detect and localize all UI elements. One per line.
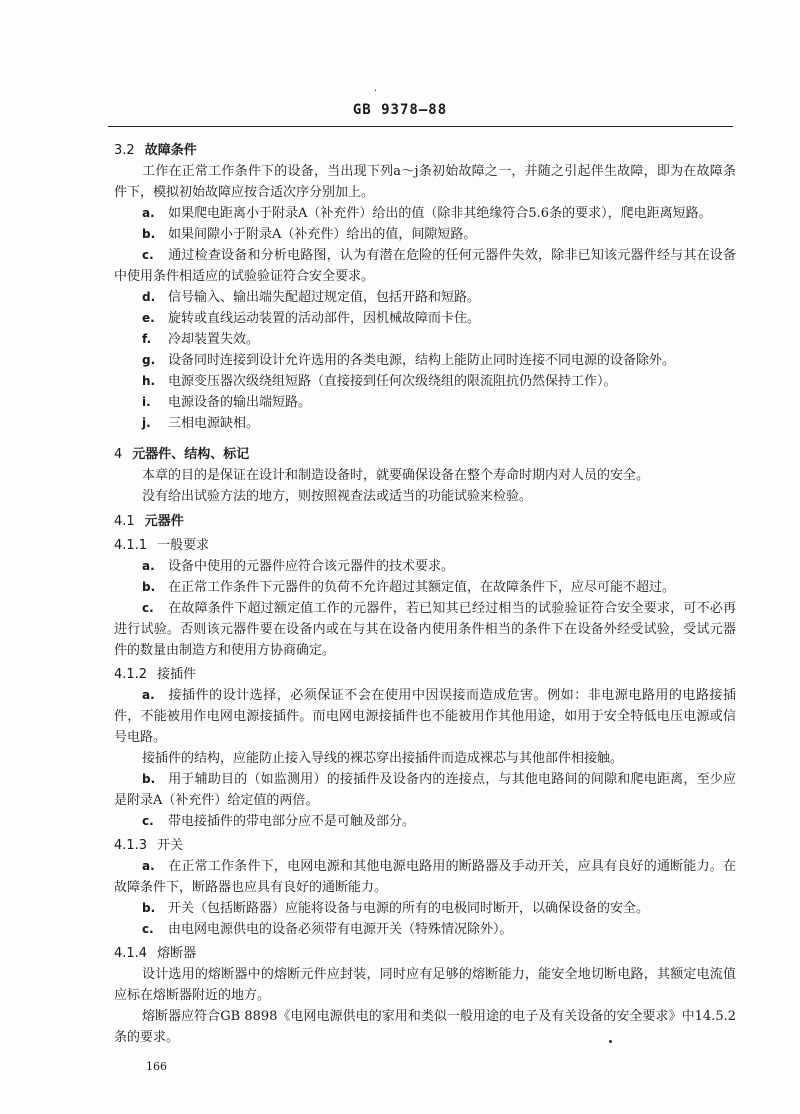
item-text: 冷却装置失效。 [168,332,260,347]
item-text: 在正常工作条件下元器件的负荷不允许超过其额定值，在故障条件下，应尽可能不超过。 [168,580,676,595]
subsection-heading-4-1-1 [114,535,736,556]
list-item [114,685,736,748]
list-item [114,856,736,898]
header-rule [108,126,733,127]
standard-code: GB 9378—88 [352,102,448,118]
list-item [114,287,736,308]
section-title: 开关 [157,838,184,853]
item-label: b. [142,580,156,594]
list-item [114,577,736,598]
item-text: 三相电源缺相。 [168,416,260,431]
section-title: 一般要求 [157,538,210,553]
item-label: c. [142,922,154,936]
list-item [114,329,736,350]
item-text: 带电接插件的带电部分应不是可触及部分。 [168,814,416,829]
item-text: 信号输入、输出端失配超过规定值，包括开路和短路。 [168,290,481,305]
item-text: 设备中使用的元器件应符合该元器件的技术要求。 [168,559,455,574]
item-text: 开关（包括断路器）应能将设备与电源的所有的电极同时断开，以确保设备的安全。 [168,901,650,916]
section-number: 4.1.4 [114,946,148,961]
list-item [114,224,736,245]
section-heading-4-1 [114,511,736,532]
list-item [114,598,736,661]
paragraph: 接插件的结构，应能防止接入导线的裸芯穿出接插件而造成裸芯与其他部件相接触。 [142,751,624,766]
list-item [114,371,736,392]
document-body [114,136,736,1048]
item-text: 接插件的设计选择，必须保证不会在使用中因误接而造成危害。例如：非电源电路用的电路接插件，不能被用作电网电源接插件。而电网电源接插件也不能被用作其他用途，如用于安全特低电压电源或信号电路。 [114,688,736,745]
paragraph: 熔断器应符合GB 8898《电网电源供电的家用和类似一般用途的电子及有关设备的安全要求》中14.5.2条的要求。 [114,1009,736,1045]
item-text: 电源设备的输出端短路。 [168,395,312,410]
item-label: a. [142,559,155,573]
scan-dot: · [374,86,378,97]
list-item [114,392,736,413]
section-title: 熔断器 [157,946,197,961]
item-label: d. [142,290,156,304]
list-item [114,413,736,434]
item-text: 设备同时连接到设计允许选用的各类电源，结构上能防止同时连接不同电源的设备除外。 [168,353,676,368]
item-label: e. [142,311,155,325]
item-label: c. [142,814,154,828]
item-label: c. [142,601,154,615]
item-text: 由电网电源供电的设备必须带有电源开关（特殊情况除外）。 [168,922,513,937]
paragraph: 工作在正常工作条件下的设备，当出现下列a～j条初始故障之一，并随之引起伴生故障，即为在故障条件下，模拟初始故障应按合适次序分别加上。 [114,164,736,200]
paragraph: 设计选用的熔断器中的熔断元件应封装，同时应有足够的熔断能力，能安全地切断电路，其额定电流值应标在熔断器附近的地方。 [114,967,736,1003]
item-label: h. [142,374,156,388]
item-label: a. [142,859,155,873]
section-title: 元器件、结构、标记 [132,447,250,462]
item-text: 如果间隙小于附录A（补充件）给出的值，间隙短路。 [168,227,477,242]
item-text: 旋转或直线运动装置的活动部件，因机械故障而卡住。 [168,311,481,326]
section-number: 4.1 [114,514,135,529]
list-item [114,811,736,832]
item-text: 用于辅助目的（如监测用）的接插件及设备内的连接点，与其他电路间的间隙和爬电距离，至少应是附录A（补充件）给定值的两倍。 [114,772,736,808]
subsection-heading-4-1-4 [114,943,736,964]
paragraph: 本章的目的是保证在设计和制造设备时，就要确保设备在整个寿命时期内对人员的安全。 [142,468,650,483]
section-title: 元器件 [144,514,184,529]
item-text: 如果爬电距离小于附录A（补充件）给出的值（除非其绝缘符合5.6条的要求），爬电距离短路。 [168,206,712,221]
item-text: 通过检查设备和分析电路图，认为有潜在危险的任何元器件失效，除非已知该元器件经与其在设备中使用条件相适应的试验验证符合安全要求。 [114,248,736,284]
item-label: b. [142,901,156,915]
section-title: 接插件 [157,667,197,682]
scan-speck [609,1040,612,1043]
section-heading-3-2 [114,140,736,161]
item-text: 电源变压器次级绕组短路（直接接到任何次级绕组的限流阻抗仍然保持工作）。 [168,374,617,389]
section-heading-4 [114,444,736,465]
item-label: a. [142,206,155,220]
list-item [114,898,736,919]
item-label: a. [142,688,155,702]
item-label: f. [142,332,152,346]
list-item [114,245,736,287]
item-label: j. [142,416,151,430]
section-number: 4.1.2 [114,667,148,682]
item-label: b. [142,227,156,241]
section-title: 故障条件 [144,143,197,158]
list-item [114,919,736,940]
list-item [114,769,736,811]
subsection-heading-4-1-2 [114,664,736,685]
list-item [114,203,736,224]
item-label: b. [142,772,156,786]
section-number: 4.1.3 [114,838,148,853]
list-item [114,308,736,329]
page-number: 166 [146,1060,167,1073]
list-item [114,556,736,577]
item-text: 在正常工作条件下，电网电源和其他电源电路用的断路器及手动开关，应具有良好的通断能力。在故障条件下，断路器也应具有良好的通断能力。 [114,859,736,895]
subsection-heading-4-1-3 [114,835,736,856]
item-label: g. [142,353,156,367]
item-label: c. [142,248,154,262]
section-number: 3.2 [114,143,135,158]
paragraph: 没有给出试验方法的地方，则按照视查法或适当的功能试验来检验。 [142,489,533,504]
item-label: i. [142,395,151,409]
item-text: 在故障条件下超过额定值工作的元器件，若已知其已经过相当的试验验证符合安全要求，可不必再进行试验。否则该元器件要在设备内或在与其在设备内使用条件相当的条件下在设备外经受试验，受试元器件的数量由制造方和使用方协商确定。 [114,601,736,658]
section-number: 4.1.1 [114,538,148,553]
section-number: 4 [114,447,123,462]
list-item [114,350,736,371]
